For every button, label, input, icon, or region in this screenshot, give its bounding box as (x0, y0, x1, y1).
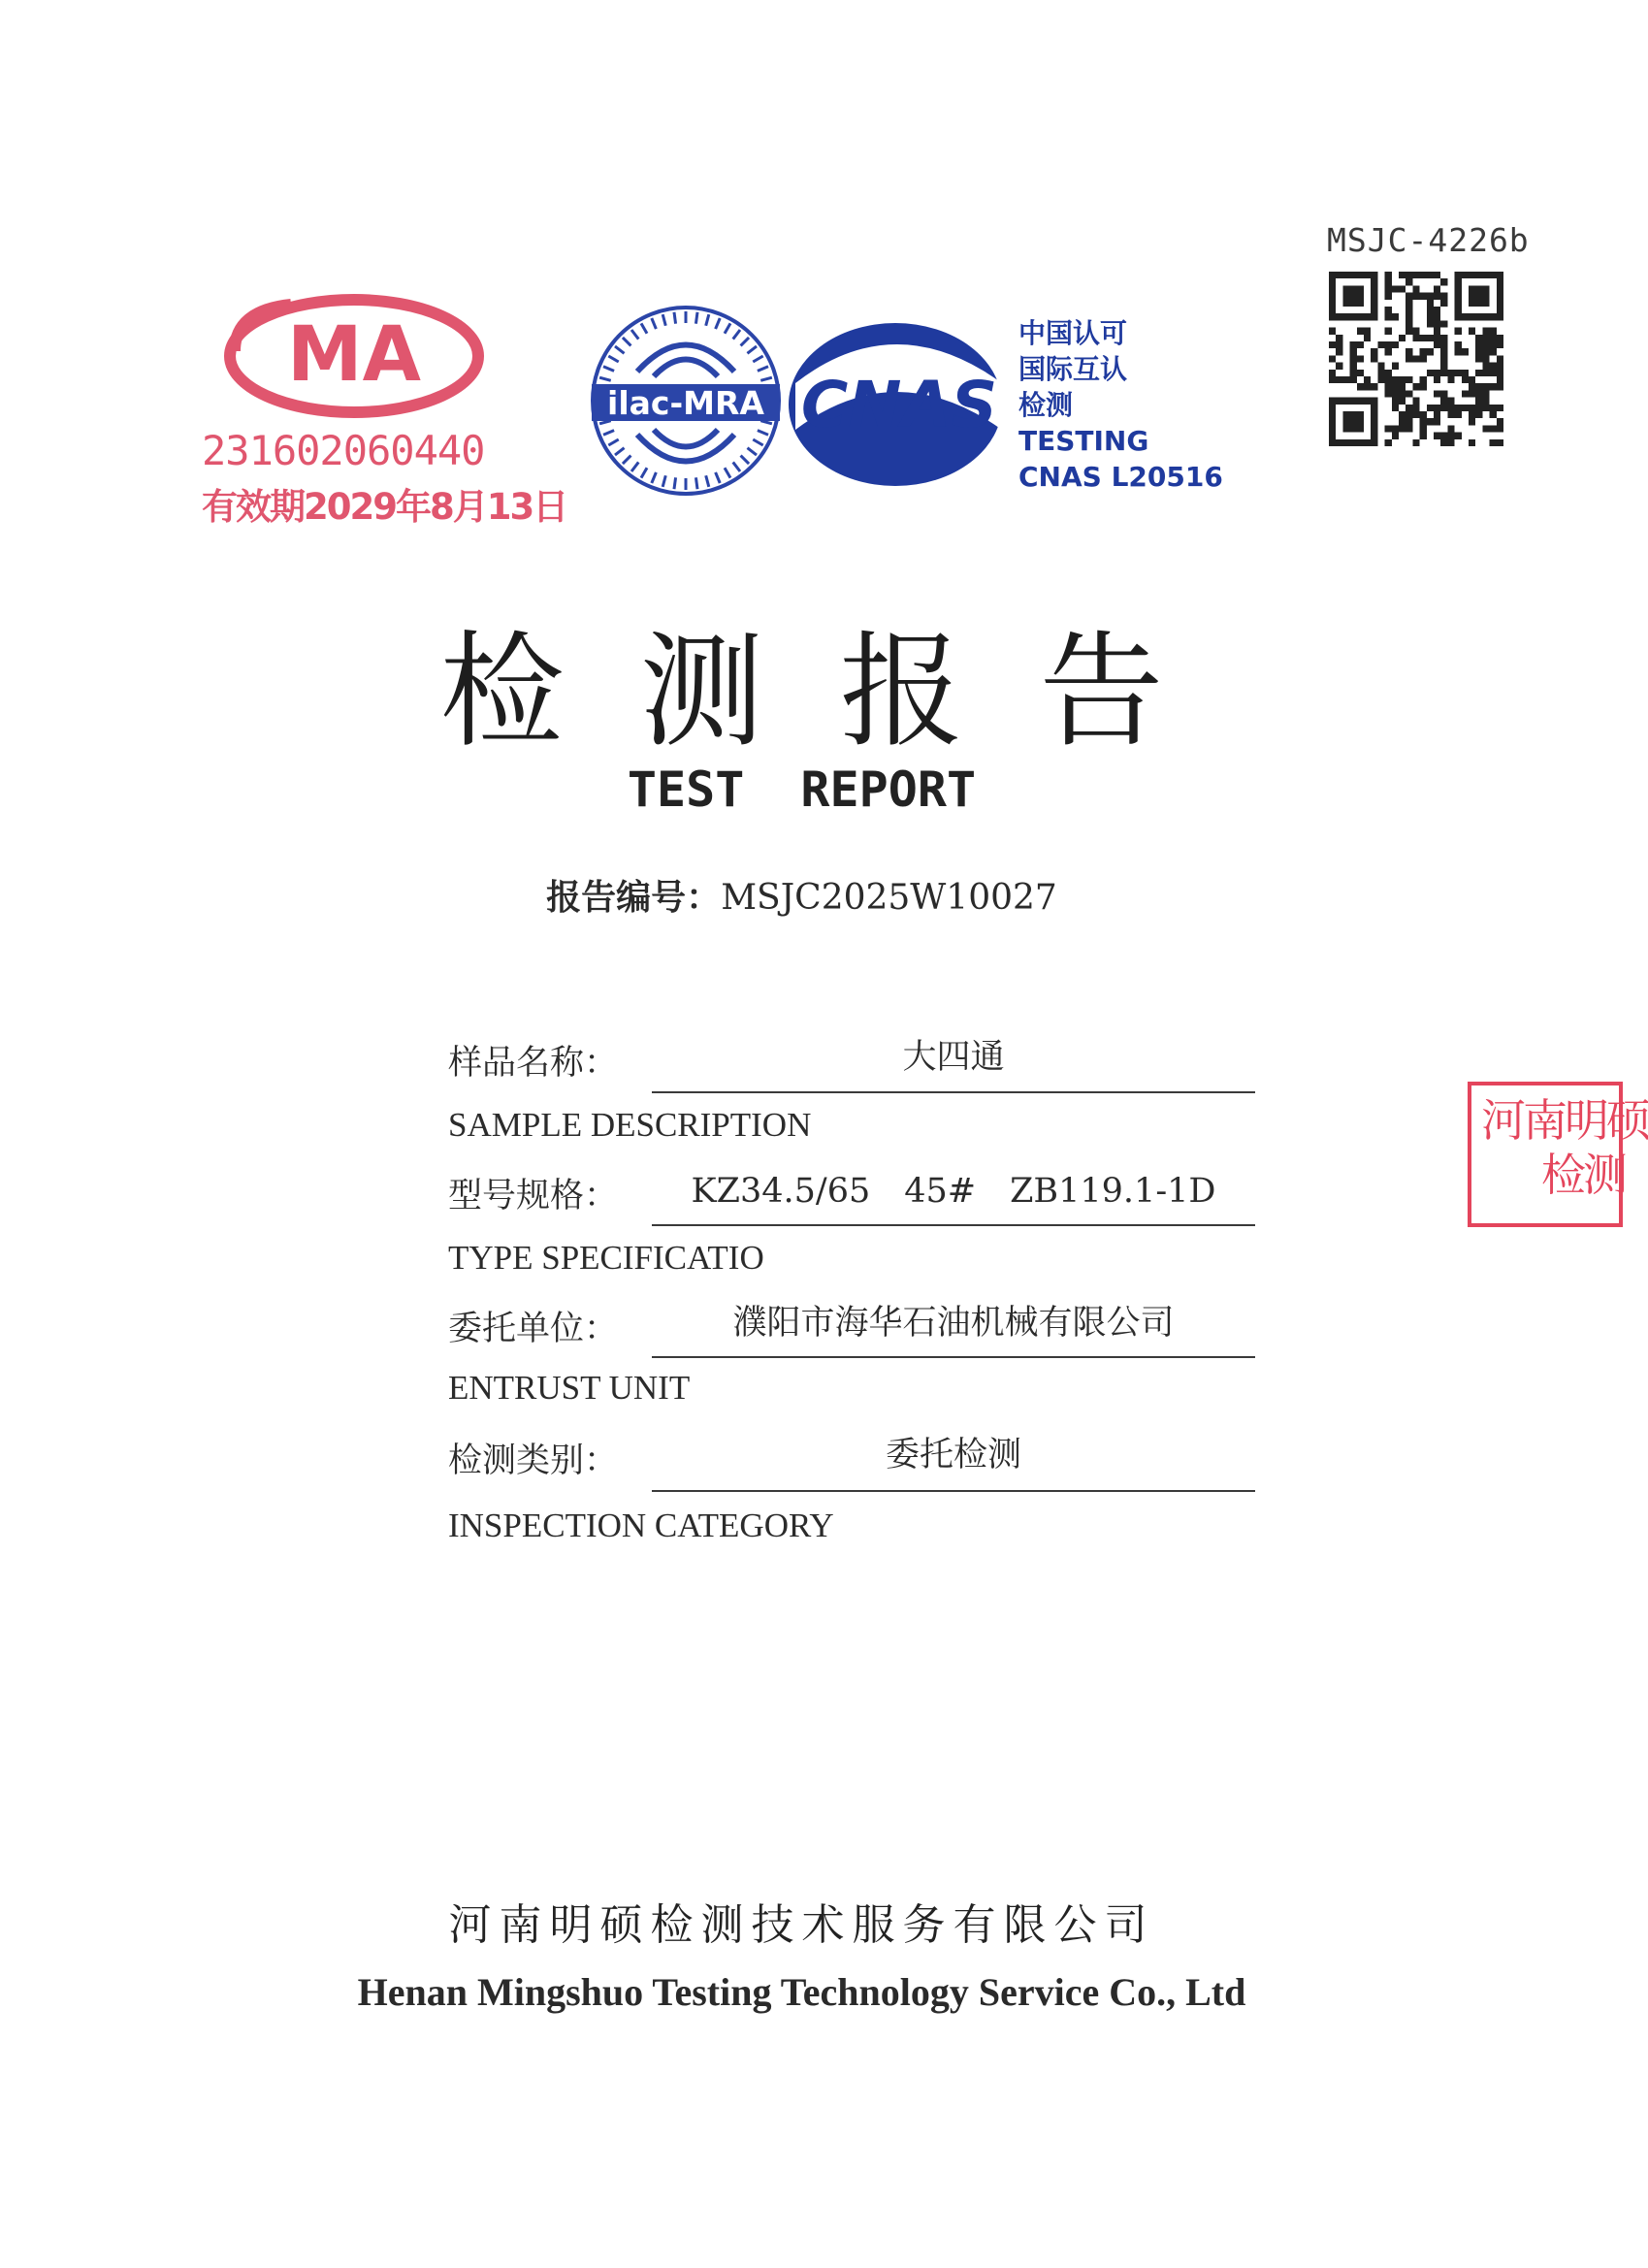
field-value: KZ34.5/65 45# ZB119.1-1D (691, 1172, 1216, 1211)
field-underline (652, 1356, 1255, 1358)
svg-text:MA: MA (287, 311, 421, 399)
stamp-line: 检测 (1541, 1149, 1625, 1201)
field-underline (652, 1224, 1255, 1226)
ilac-mra-logo (584, 299, 788, 502)
qr-code (1329, 272, 1503, 446)
field-label-en: TYPE SPECIFICATIO (448, 1239, 764, 1277)
field-value: 大四通 (902, 1038, 1005, 1077)
report-number-label: 报告编号： (546, 878, 722, 918)
cma-logo (223, 291, 485, 422)
cnas-logo (781, 315, 1018, 495)
cma-validity-date: 有效期2029年8月13日 (202, 486, 567, 528)
stamp-line: 河南明硕 (1481, 1094, 1648, 1147)
field-value: 濮阳市海华石油机械有限公司 (732, 1304, 1175, 1343)
svg-text:CNAS: CNAS (800, 368, 998, 442)
cma-certificate-number: 231602060440 (202, 427, 485, 474)
field-label: 委托单位： (448, 1310, 619, 1348)
svg-text:ilac-MRA: ilac-MRA (607, 384, 764, 422)
field-label: 检测类别： (448, 1442, 619, 1480)
field-underline (652, 1490, 1255, 1492)
field-label: 样品名称： (448, 1044, 619, 1083)
cnas-line: 检测 (1018, 389, 1074, 421)
document-code: MSJC-4226b (1327, 221, 1530, 259)
report-number (0, 870, 1603, 920)
cnas-line: 中国认可 (1018, 317, 1128, 349)
cnas-accreditation-text (1018, 315, 1223, 495)
company-seal-stamp (1468, 1082, 1648, 1227)
field-underline (652, 1091, 1255, 1093)
field-label-en: ENTRUST UNIT (448, 1369, 691, 1407)
report-number-value: MSJC2025W10027 (721, 878, 1057, 918)
field-label: 型号规格： (448, 1177, 619, 1215)
field-label-en: SAMPLE DESCRIPTION (448, 1106, 812, 1144)
field-label-en: INSPECTION CATEGORY (448, 1507, 834, 1544)
cnas-line: CNAS L20516 (1018, 461, 1223, 493)
cnas-line: TESTING (1018, 425, 1149, 457)
report-title-en: TEST REPORT (627, 761, 977, 818)
company-name-cn: 河南明硕检测技术服务有限公司 (448, 1900, 1155, 1950)
company-name-en: Henan Mingshuo Testing Technology Service Co., Ltd (357, 1970, 1246, 2014)
field-value: 委托检测 (885, 1436, 1021, 1474)
cnas-line: 国际互认 (1018, 353, 1128, 385)
report-title-cn: 检测报告 (439, 620, 1240, 764)
